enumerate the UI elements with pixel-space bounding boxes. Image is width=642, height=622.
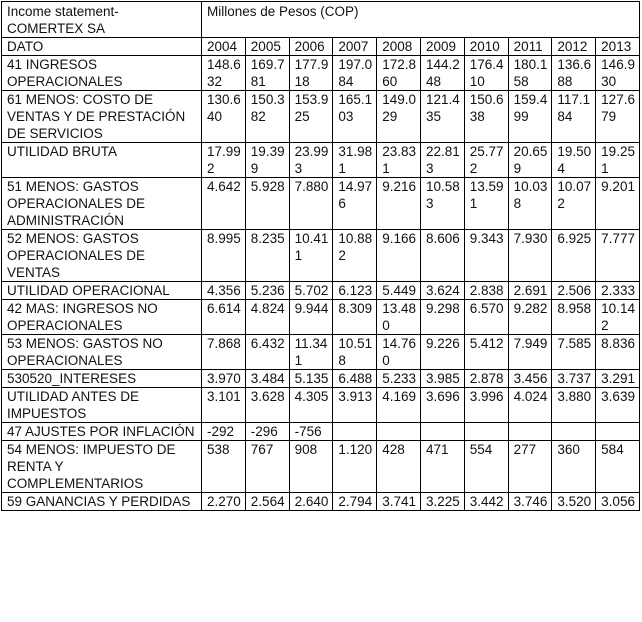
- table-title-row: [2, 2, 640, 38]
- value-cell: 19.399: [245, 143, 289, 178]
- value-cell: 3.985: [420, 370, 464, 388]
- value-cell: [508, 423, 552, 441]
- year-header-cell: 2011: [508, 38, 552, 56]
- row-label: 41 INGRESOS OPERACIONALES: [2, 56, 202, 91]
- value-cell: 3.970: [202, 370, 246, 388]
- value-cell: 3.746: [508, 493, 552, 511]
- year-header-cell: 2005: [245, 38, 289, 56]
- row-label: 530520_INTERESES: [2, 370, 202, 388]
- value-cell: [333, 423, 377, 441]
- value-cell: 19.504: [552, 143, 596, 178]
- value-cell: 8.235: [245, 230, 289, 282]
- table-row: [2, 335, 640, 370]
- value-cell: 23.993: [289, 143, 333, 178]
- dato-label: DATO: [2, 38, 202, 56]
- table-row: [2, 143, 640, 178]
- year-header-cell: 2007: [333, 38, 377, 56]
- value-cell: 6.123: [333, 282, 377, 300]
- value-cell: 360: [552, 441, 596, 493]
- value-cell: 150.382: [245, 91, 289, 143]
- value-cell: 14.976: [333, 178, 377, 230]
- value-cell: 150.638: [464, 91, 508, 143]
- value-cell: 25.772: [464, 143, 508, 178]
- table-row: [2, 300, 640, 335]
- value-cell: 3.225: [420, 493, 464, 511]
- value-cell: 2.794: [333, 493, 377, 511]
- value-cell: 538: [202, 441, 246, 493]
- value-cell: 153.925: [289, 91, 333, 143]
- table-title: Income statement- COMERTEX SA: [2, 2, 202, 38]
- value-cell: 14.760: [377, 335, 421, 370]
- value-cell: 169.781: [245, 56, 289, 91]
- value-cell: 2.691: [508, 282, 552, 300]
- value-cell: -296: [245, 423, 289, 441]
- value-cell: 7.880: [289, 178, 333, 230]
- value-cell: 5.236: [245, 282, 289, 300]
- value-cell: 9.201: [596, 178, 640, 230]
- year-header-cell: 2004: [202, 38, 246, 56]
- row-label: 51 MENOS: GASTOS OPERACIONALES DE ADMINISTRACIÓN: [2, 178, 202, 230]
- value-cell: [552, 423, 596, 441]
- value-cell: 471: [420, 441, 464, 493]
- value-cell: 4.356: [202, 282, 246, 300]
- value-cell: 9.166: [377, 230, 421, 282]
- row-label: 59 GANANCIAS Y PERDIDAS: [2, 493, 202, 511]
- value-cell: 127.679: [596, 91, 640, 143]
- value-cell: 3.101: [202, 388, 246, 423]
- value-cell: 277: [508, 441, 552, 493]
- value-cell: 117.184: [552, 91, 596, 143]
- value-cell: 17.992: [202, 143, 246, 178]
- income-statement-table: [1, 1, 640, 511]
- value-cell: 9.343: [464, 230, 508, 282]
- value-cell: 159.499: [508, 91, 552, 143]
- table-row: [2, 178, 640, 230]
- table-row: [2, 56, 640, 91]
- value-cell: 10.411: [289, 230, 333, 282]
- value-cell: 6.432: [245, 335, 289, 370]
- value-cell: 5.702: [289, 282, 333, 300]
- value-cell: 3.880: [552, 388, 596, 423]
- value-cell: 20.659: [508, 143, 552, 178]
- value-cell: 7.868: [202, 335, 246, 370]
- value-cell: [464, 423, 508, 441]
- value-cell: 10.038: [508, 178, 552, 230]
- value-cell: 2.640: [289, 493, 333, 511]
- value-cell: 6.614: [202, 300, 246, 335]
- row-label: 47 AJUSTES POR INFLACIÓN: [2, 423, 202, 441]
- value-cell: [596, 423, 640, 441]
- value-cell: 5.233: [377, 370, 421, 388]
- table-row: [2, 423, 640, 441]
- value-cell: 9.282: [508, 300, 552, 335]
- value-cell: 9.216: [377, 178, 421, 230]
- value-cell: 10.142: [596, 300, 640, 335]
- value-cell: 3.056: [596, 493, 640, 511]
- value-cell: 10.518: [333, 335, 377, 370]
- table-row: [2, 388, 640, 423]
- value-cell: 5.412: [464, 335, 508, 370]
- year-header-cell: 2009: [420, 38, 464, 56]
- value-cell: 10.072: [552, 178, 596, 230]
- value-cell: 121.435: [420, 91, 464, 143]
- table-row: [2, 91, 640, 143]
- value-cell: -292: [202, 423, 246, 441]
- value-cell: 148.632: [202, 56, 246, 91]
- value-cell: 3.291: [596, 370, 640, 388]
- value-cell: 2.564: [245, 493, 289, 511]
- value-cell: 19.251: [596, 143, 640, 178]
- value-cell: 4.642: [202, 178, 246, 230]
- value-cell: [377, 423, 421, 441]
- value-cell: [420, 423, 464, 441]
- value-cell: 10.882: [333, 230, 377, 282]
- value-cell: 136.688: [552, 56, 596, 91]
- value-cell: 1.120: [333, 441, 377, 493]
- value-cell: 7.930: [508, 230, 552, 282]
- value-cell: 31.981: [333, 143, 377, 178]
- value-cell: 172.860: [377, 56, 421, 91]
- value-cell: 180.158: [508, 56, 552, 91]
- row-label: UTILIDAD OPERACIONAL: [2, 282, 202, 300]
- value-cell: 4.024: [508, 388, 552, 423]
- value-cell: 22.813: [420, 143, 464, 178]
- value-cell: 908: [289, 441, 333, 493]
- value-cell: 13.591: [464, 178, 508, 230]
- value-cell: 6.488: [333, 370, 377, 388]
- year-header-cell: 2013: [596, 38, 640, 56]
- value-cell: 3.456: [508, 370, 552, 388]
- value-cell: 8.309: [333, 300, 377, 335]
- value-cell: 9.226: [420, 335, 464, 370]
- value-cell: 176.410: [464, 56, 508, 91]
- year-header-cell: 2008: [377, 38, 421, 56]
- value-cell: 3.484: [245, 370, 289, 388]
- value-cell: 3.520: [552, 493, 596, 511]
- year-header-cell: 2012: [552, 38, 596, 56]
- value-cell: 8.958: [552, 300, 596, 335]
- value-cell: 4.169: [377, 388, 421, 423]
- value-cell: 6.570: [464, 300, 508, 335]
- value-cell: 165.103: [333, 91, 377, 143]
- value-cell: 5.135: [289, 370, 333, 388]
- value-cell: 130.640: [202, 91, 246, 143]
- value-cell: 3.442: [464, 493, 508, 511]
- value-cell: 7.777: [596, 230, 640, 282]
- value-cell: 2.270: [202, 493, 246, 511]
- value-cell: 2.506: [552, 282, 596, 300]
- value-cell: 584: [596, 441, 640, 493]
- value-cell: 8.836: [596, 335, 640, 370]
- value-cell: 5.449: [377, 282, 421, 300]
- row-label: 53 MENOS: GASTOS NO OPERACIONALES: [2, 335, 202, 370]
- value-cell: 7.585: [552, 335, 596, 370]
- value-cell: 10.583: [420, 178, 464, 230]
- year-header-row: [2, 38, 640, 56]
- table-row: [2, 282, 640, 300]
- value-cell: 177.918: [289, 56, 333, 91]
- row-label: 42 MAS: INGRESOS NO OPERACIONALES: [2, 300, 202, 335]
- value-cell: 3.639: [596, 388, 640, 423]
- value-cell: 4.824: [245, 300, 289, 335]
- value-cell: 23.831: [377, 143, 421, 178]
- value-cell: 146.930: [596, 56, 640, 91]
- value-cell: 4.305: [289, 388, 333, 423]
- table-row: [2, 230, 640, 282]
- value-cell: 428: [377, 441, 421, 493]
- table-row: [2, 441, 640, 493]
- value-cell: 8.606: [420, 230, 464, 282]
- row-label: 52 MENOS: GASTOS OPERACIONALES DE VENTAS: [2, 230, 202, 282]
- value-cell: 3.913: [333, 388, 377, 423]
- value-cell: -756: [289, 423, 333, 441]
- value-cell: 8.995: [202, 230, 246, 282]
- row-label: UTILIDAD BRUTA: [2, 143, 202, 178]
- row-label: 61 MENOS: COSTO DE VENTAS Y DE PRESTACIÓN DE SERVICIOS: [2, 91, 202, 143]
- value-cell: 2.838: [464, 282, 508, 300]
- value-cell: 3.628: [245, 388, 289, 423]
- value-cell: 149.029: [377, 91, 421, 143]
- value-cell: 2.878: [464, 370, 508, 388]
- value-cell: 3.996: [464, 388, 508, 423]
- value-cell: 6.925: [552, 230, 596, 282]
- value-cell: 3.741: [377, 493, 421, 511]
- row-label: UTILIDAD ANTES DE IMPUESTOS: [2, 388, 202, 423]
- table-row: [2, 493, 640, 511]
- value-cell: 144.248: [420, 56, 464, 91]
- value-cell: 9.298: [420, 300, 464, 335]
- value-cell: 5.928: [245, 178, 289, 230]
- value-cell: 13.480: [377, 300, 421, 335]
- row-label: 54 MENOS: IMPUESTO DE RENTA Y COMPLEMENTARIOS: [2, 441, 202, 493]
- value-cell: 11.341: [289, 335, 333, 370]
- year-header-cell: 2006: [289, 38, 333, 56]
- value-cell: 7.949: [508, 335, 552, 370]
- value-cell: 3.696: [420, 388, 464, 423]
- value-cell: 2.333: [596, 282, 640, 300]
- value-cell: 197.084: [333, 56, 377, 91]
- value-cell: 554: [464, 441, 508, 493]
- value-cell: 3.624: [420, 282, 464, 300]
- year-header-cell: 2010: [464, 38, 508, 56]
- value-cell: 9.944: [289, 300, 333, 335]
- table-row: [2, 370, 640, 388]
- value-cell: 3.737: [552, 370, 596, 388]
- value-cell: 767: [245, 441, 289, 493]
- units-label: Millones de Pesos (COP): [202, 2, 640, 38]
